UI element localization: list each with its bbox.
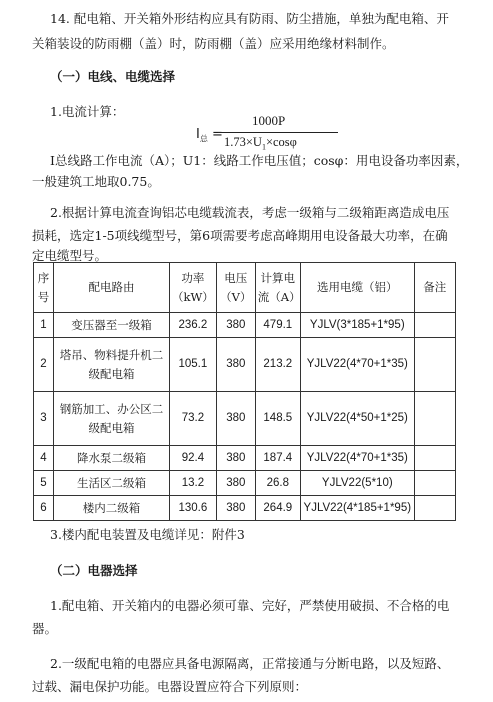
cell-no: 4 <box>34 446 54 471</box>
fraction-bar <box>218 132 338 133</box>
cell-cable: YJLV22(5*10) <box>300 471 414 496</box>
cell-no: 5 <box>34 471 54 496</box>
cell-current: 187.4 <box>255 446 300 471</box>
cell-voltage: 380 <box>216 338 255 392</box>
cell-remark <box>414 446 455 471</box>
cell-remark <box>414 338 455 392</box>
cell-route: 变压器至一级箱 <box>54 313 170 338</box>
cell-remark <box>414 496 455 521</box>
cell-no: 1 <box>34 313 54 338</box>
cell-cable: YJLV22(4*185+1*95) <box>300 496 414 521</box>
formula-note-line2: 一般建筑工地取0.75。 <box>32 174 160 189</box>
cell-voltage: 380 <box>216 446 255 471</box>
cell-remark <box>414 471 455 496</box>
cell-no: 6 <box>34 496 54 521</box>
table-row <box>34 446 456 471</box>
cell-power: 130.6 <box>170 496 217 521</box>
table-row <box>34 471 456 496</box>
item-e2-line1: 2.一级配电箱的电器应具备电源隔离，正常接通与分断电路，以及短路、 <box>50 656 450 671</box>
formula-note-line1: I总线路工作电流（A）；U1：线路工作电压值；cosφ：用电设备功率因素， <box>50 153 469 168</box>
cell-current: 479.1 <box>255 313 300 338</box>
cell-current: 264.9 <box>255 496 300 521</box>
cell-route: 生活区二级箱 <box>54 471 170 496</box>
item-e2-line2: 过载、漏电保护功能。电器设置应符合下列原则： <box>32 679 308 694</box>
section2-title: （二）电器选择 <box>50 563 138 578</box>
cell-power: 92.4 <box>170 446 217 471</box>
cell-voltage: 380 <box>216 313 255 338</box>
table-header-row <box>34 263 456 313</box>
cell-voltage: 380 <box>216 392 255 446</box>
header-cable: 选用电缆（铝） <box>300 263 414 313</box>
cell-no: 3 <box>34 392 54 446</box>
header-route: 配电路由 <box>54 263 170 313</box>
header-remark: 备注 <box>414 263 455 313</box>
item2-line1: 2.根据计算电流查询铝芯电缆载流表，考虑一级箱与二级箱距离造成电压 <box>50 205 450 220</box>
item-e1-line2: 器。 <box>32 621 58 636</box>
item-e1-line1: 1.配电箱、开关箱内的电器必须可靠、完好，严禁使用破损、不合格的电 <box>50 598 450 613</box>
para14-line2: 关箱装设的防雨棚（盖）时，防雨棚（盖）应采用绝缘材料制作。 <box>32 36 395 51</box>
section1-title: （一）电线、电缆选择 <box>50 69 176 84</box>
cell-power: 13.2 <box>170 471 217 496</box>
cell-power: 236.2 <box>170 313 217 338</box>
formula-denominator: $1.73\times U_1\times\cos\varphi$ <box>224 135 297 152</box>
cell-power: 73.2 <box>170 392 217 446</box>
item1-label: 1.电流计算： <box>50 104 125 119</box>
cell-route: 降水泵二级箱 <box>54 446 170 471</box>
current-formula <box>170 111 370 159</box>
item3: 3.楼内配电装置及电缆详见：附件3 <box>50 527 245 542</box>
cell-voltage: 380 <box>216 496 255 521</box>
formula-numerator: 1000P <box>252 113 286 128</box>
cell-cable: YJLV22(4*70+1*35) <box>300 338 414 392</box>
cell-route: 塔吊、物料提升机二 级配电箱 <box>54 338 170 392</box>
cell-route: 钢筋加工、办公区二 级配电箱 <box>54 392 170 446</box>
table-row <box>34 313 456 338</box>
table-row <box>34 392 456 446</box>
formula-lhs: $I_总$ = <box>196 127 223 144</box>
cell-power: 105.1 <box>170 338 217 392</box>
header-current: 计算电 流（A） <box>255 263 300 313</box>
item2-line2: 损耗，选定1-5项线缆型号，第6项需要考虑高峰期用电设备最大功率，在确 <box>32 228 448 243</box>
cell-remark <box>414 313 455 338</box>
item2-line3: 定电缆型号。 <box>32 248 108 263</box>
para14-line1: 14. 配电箱、开关箱外形结构应具有防雨、防尘措施，单独为配电箱、开 <box>50 11 449 26</box>
cell-remark <box>414 392 455 446</box>
header-power: 功率 （kW） <box>170 263 217 313</box>
cell-current: 148.5 <box>255 392 300 446</box>
cell-cable: YJLV(3*185+1*95) <box>300 313 414 338</box>
cell-current: 213.2 <box>255 338 300 392</box>
cell-route: 楼内二级箱 <box>54 496 170 521</box>
header-voltage: 电压 （V） <box>216 263 255 313</box>
cable-selection-table <box>33 262 456 521</box>
cell-voltage: 380 <box>216 471 255 496</box>
cell-cable: YJLV22(4*50+1*25) <box>300 392 414 446</box>
cell-cable: YJLV22(4*70+1*35) <box>300 446 414 471</box>
table-row <box>34 496 456 521</box>
cell-current: 26.8 <box>255 471 300 496</box>
cell-no: 2 <box>34 338 54 392</box>
header-no: 序 号 <box>34 263 54 313</box>
table-row <box>34 338 456 392</box>
